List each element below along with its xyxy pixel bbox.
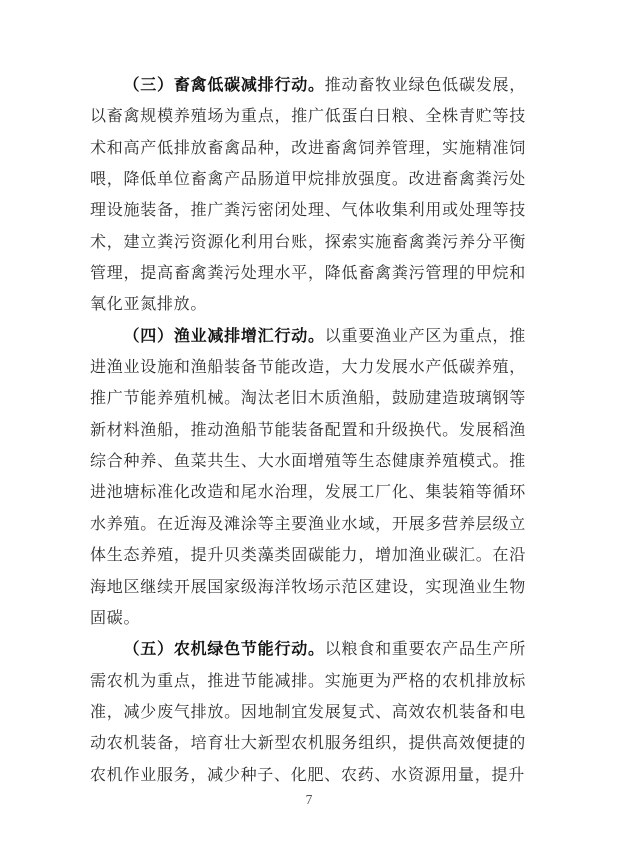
paragraph-body: 以粮食和重要农产品生产所需农机为重点，推进节能减排。实施更为严格的农机排放标准，减少废气排放。因地制宜发展复式、高效农机装备和电动农机装备，培育壮大新型农机服务组织，提供高效便捷的农机作业服务，减少种子、化肥、农药、水资源用量，提升 <box>90 641 527 784</box>
paragraph-body: 推动畜牧业绿色低碳发展，以畜禽规模养殖场为重点，推广低蛋白日粮、全株青贮等技术和高产低排放畜禽品种，改进畜禽饲养管理，实施精准饲喂，降低单位畜禽产品肠道甲烷排放强度。改进畜禽粪污处理设施装备，推广粪污密闭处理、气体收集利用或处理等技术，建立粪污资源化利用台账，探索实施畜禽粪污养分平衡管理，提高畜禽粪污处理水平，降低畜禽粪污管理的甲烷和氧化亚氮排放。 <box>90 77 527 314</box>
paragraph-agri-machinery-energy-saving <box>90 634 526 791</box>
paragraph-fishery-emission-reduction <box>90 321 526 634</box>
page-content <box>90 70 526 791</box>
paragraph-heading: （三）畜禽低碳减排行动。 <box>123 77 325 94</box>
paragraph-heading: （四）渔业减排增汇行动。 <box>123 327 325 345</box>
paragraph-livestock-low-carbon <box>90 70 526 321</box>
paragraph-body: 以重要渔业产区为重点，推进渔业设施和渔船装备节能改造，大力发展水产低碳养殖，推广节能养殖机械。淘汰老旧木质渔船，鼓励建造玻璃钢等新材料渔船，推动渔船节能装备配置和升级换代。发展稻渔综合种养、鱼菜共生、大水面增殖等生态健康养殖模式。推进池塘标准化改造和尾水治理，发展工厂化、集装箱等循环水养殖。在近海及滩涂等主要渔业水域，开展多营养层级立体生态养殖，提升贝类藻类固碳能力，增加渔业碳汇。在沿海地区继续开展国家级海洋牧场示范区建设，实现渔业生物固碳。 <box>90 327 527 627</box>
paragraph-heading: （五）农机绿色节能行动。 <box>123 641 325 659</box>
page-number: 7 <box>305 792 313 807</box>
